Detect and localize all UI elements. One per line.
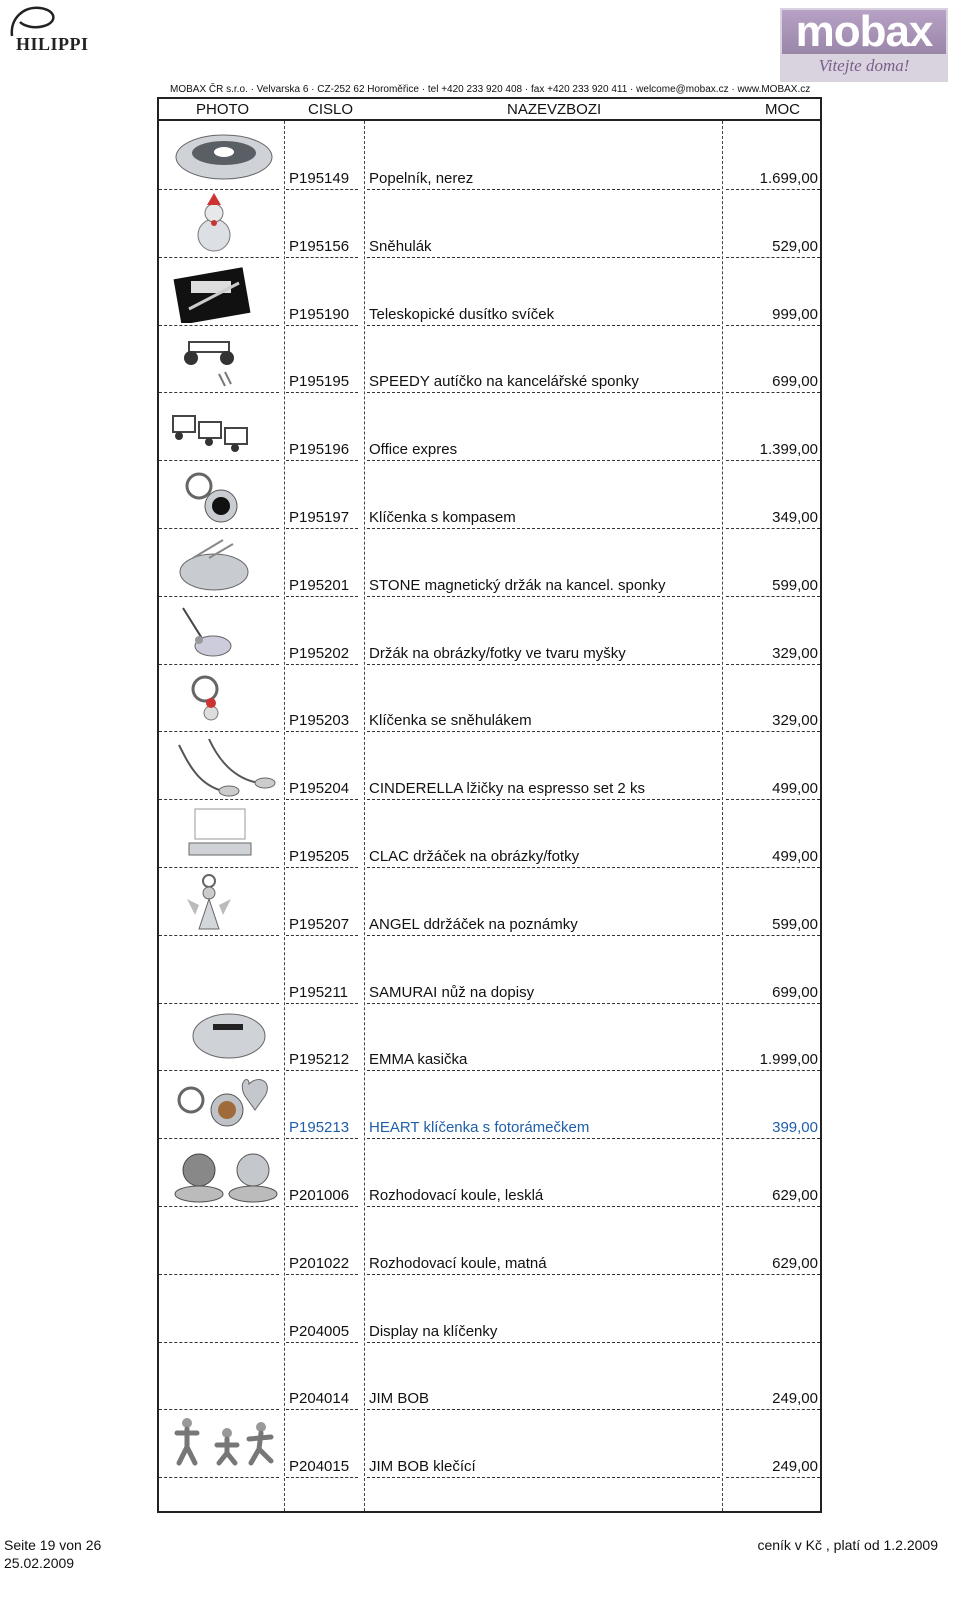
table-row [159,663,820,732]
column-header-photo: PHOTO [196,101,250,118]
table-row [159,257,820,326]
table-row [159,731,820,800]
column-header-code: CISLO [308,101,354,118]
clip-car-photo-icon [169,328,279,390]
product-name: EMMA kasička [369,1051,468,1069]
product-price: 399,00 [772,1119,818,1137]
product-name: Držák na obrázky/fotky ve tvaru myšky [369,644,626,662]
column-header-price: MOC [765,101,800,118]
product-code: P195212 [289,1051,350,1069]
product-price: 629,00 [772,1254,818,1272]
page-number: Seite 19 von 26 [4,1537,102,1553]
product-price: 699,00 [772,373,818,391]
stone-clip-holder-photo-icon [169,532,279,594]
product-name: Teleskopické dusítko svíček [369,305,555,323]
clip-train-photo-icon [169,396,279,458]
price-note: ceník v Kč , platí od 1.2.2009 [757,1537,938,1553]
table-row [159,121,820,190]
product-code: P195211 [289,983,348,1001]
snowman-photo-icon [169,193,279,255]
product-name: CLAC držáček na obrázky/fotky [369,848,580,865]
product-code: P195190 [289,305,350,323]
price-list-table [157,97,822,1513]
jim-bob-figures-photo-icon [169,1413,279,1475]
table-row [159,935,820,1004]
product-price: 329,00 [772,712,818,730]
product-code: P204014 [289,1390,350,1408]
ashtray-photo-icon [169,125,279,187]
table-row [159,1274,820,1343]
product-name: Office expres [369,441,458,459]
table-row [159,596,820,665]
row-divider [726,1477,820,1478]
mouse-holder-photo-icon [169,600,279,662]
product-price: 629,00 [772,1187,818,1204]
mobax-logo [780,8,948,82]
product-code: P195205 [289,848,350,865]
product-name: Popelník, nerez [369,170,474,187]
row-divider [286,1477,358,1478]
product-code: P204015 [289,1458,350,1476]
product-price: 249,00 [772,1390,818,1408]
product-code: P195204 [289,780,350,798]
product-name: SAMURAI nůž na dopisy [369,983,535,1001]
product-name: ANGEL ddržáček na poznámky [369,915,578,933]
product-name: JIM BOB klečící [369,1458,476,1476]
product-price: 329,00 [772,644,818,662]
product-price: 1.699,00 [759,170,818,187]
product-name: CINDERELLA lžičky na espresso set 2 ks [369,780,645,798]
table-row [159,1409,820,1478]
product-name: Klíčenka s kompasem [369,509,516,526]
snowman-keyring-photo-icon [169,667,279,729]
product-code: P195201 [289,576,350,594]
product-name: Sněhulák [369,237,432,255]
table-row [159,1341,820,1410]
mobax-wordmark: mobax [782,10,946,54]
product-price: 699,00 [772,983,818,1001]
product-code: P201022 [289,1254,350,1272]
decision-balls-photo-icon [169,1142,279,1204]
product-code: P195203 [289,712,350,730]
product-name: Display na klíčenky [369,1322,498,1340]
document-date: 25.02.2009 [4,1555,75,1571]
product-price: 349,00 [772,509,818,526]
table-row [159,460,820,529]
company-address: MOBAX ČR s.r.o. · Velvarska 6 · CZ-252 62 Horoměřice · tel +420 233 920 408 · fax +420 233 920 411 · welcome@mobax.cz · www.MOBAX.cz [170,84,811,95]
product-price: 499,00 [772,780,818,798]
product-code: P195149 [289,170,350,187]
row-divider [159,1477,279,1478]
product-price: 1.399,00 [759,441,818,459]
product-price: 999,00 [772,305,818,323]
product-price: 499,00 [772,848,818,865]
table-row [159,867,820,936]
product-price: 249,00 [772,1458,818,1476]
table-row [159,528,820,597]
product-name: HEART klíčenka s fotorámečkem [369,1119,590,1137]
product-name: Rozhodovací koule, lesklá [369,1187,544,1204]
product-price: 529,00 [772,237,818,255]
product-code: P195202 [289,644,350,662]
product-name: SPEEDY autíčko na kancelářské sponky [369,373,639,391]
product-price: 599,00 [772,576,818,594]
product-name: Klíčenka se sněhulákem [369,712,532,730]
money-box-photo-icon [169,1006,279,1068]
product-price: 599,00 [772,915,818,933]
product-code: P201006 [289,1187,350,1204]
spoons-photo-icon [169,735,279,797]
product-code: P204005 [289,1322,350,1340]
product-code: P195156 [289,237,350,255]
mobax-slogan: Vitejte doma! [818,56,910,75]
product-code: P195196 [289,441,350,459]
table-row [159,324,820,393]
card-holder-photo-icon [169,803,279,865]
product-name: STONE magnetický držák na kancel. sponky [369,576,666,594]
philippi-wordmark: HILIPPI [16,34,89,54]
angel-photo-icon [169,871,279,933]
column-header-name: NAZEVZBOZI [507,101,602,118]
product-code: P195197 [289,509,350,526]
table-row [159,189,820,258]
product-price: 1.999,00 [759,1051,818,1069]
heart-keyring-photo-icon [169,1074,279,1136]
product-name: Rozhodovací koule, matná [369,1254,547,1272]
table-row [159,392,820,461]
product-code: P195207 [289,915,350,933]
product-code: P195213 [289,1119,350,1137]
table-row [159,1002,820,1071]
snuffer-box-photo-icon [169,261,279,323]
table-row [159,1206,820,1275]
table-row [159,1070,820,1139]
table-row [159,799,820,868]
table-row [159,1138,820,1207]
philippi-logo [2,4,112,56]
philippi-swirl-icon [4,4,64,38]
product-name: JIM BOB [369,1390,430,1408]
table-header [159,97,820,121]
row-divider [367,1477,720,1478]
compass-keyring-photo-icon [169,464,279,526]
product-code: P195195 [289,373,350,391]
